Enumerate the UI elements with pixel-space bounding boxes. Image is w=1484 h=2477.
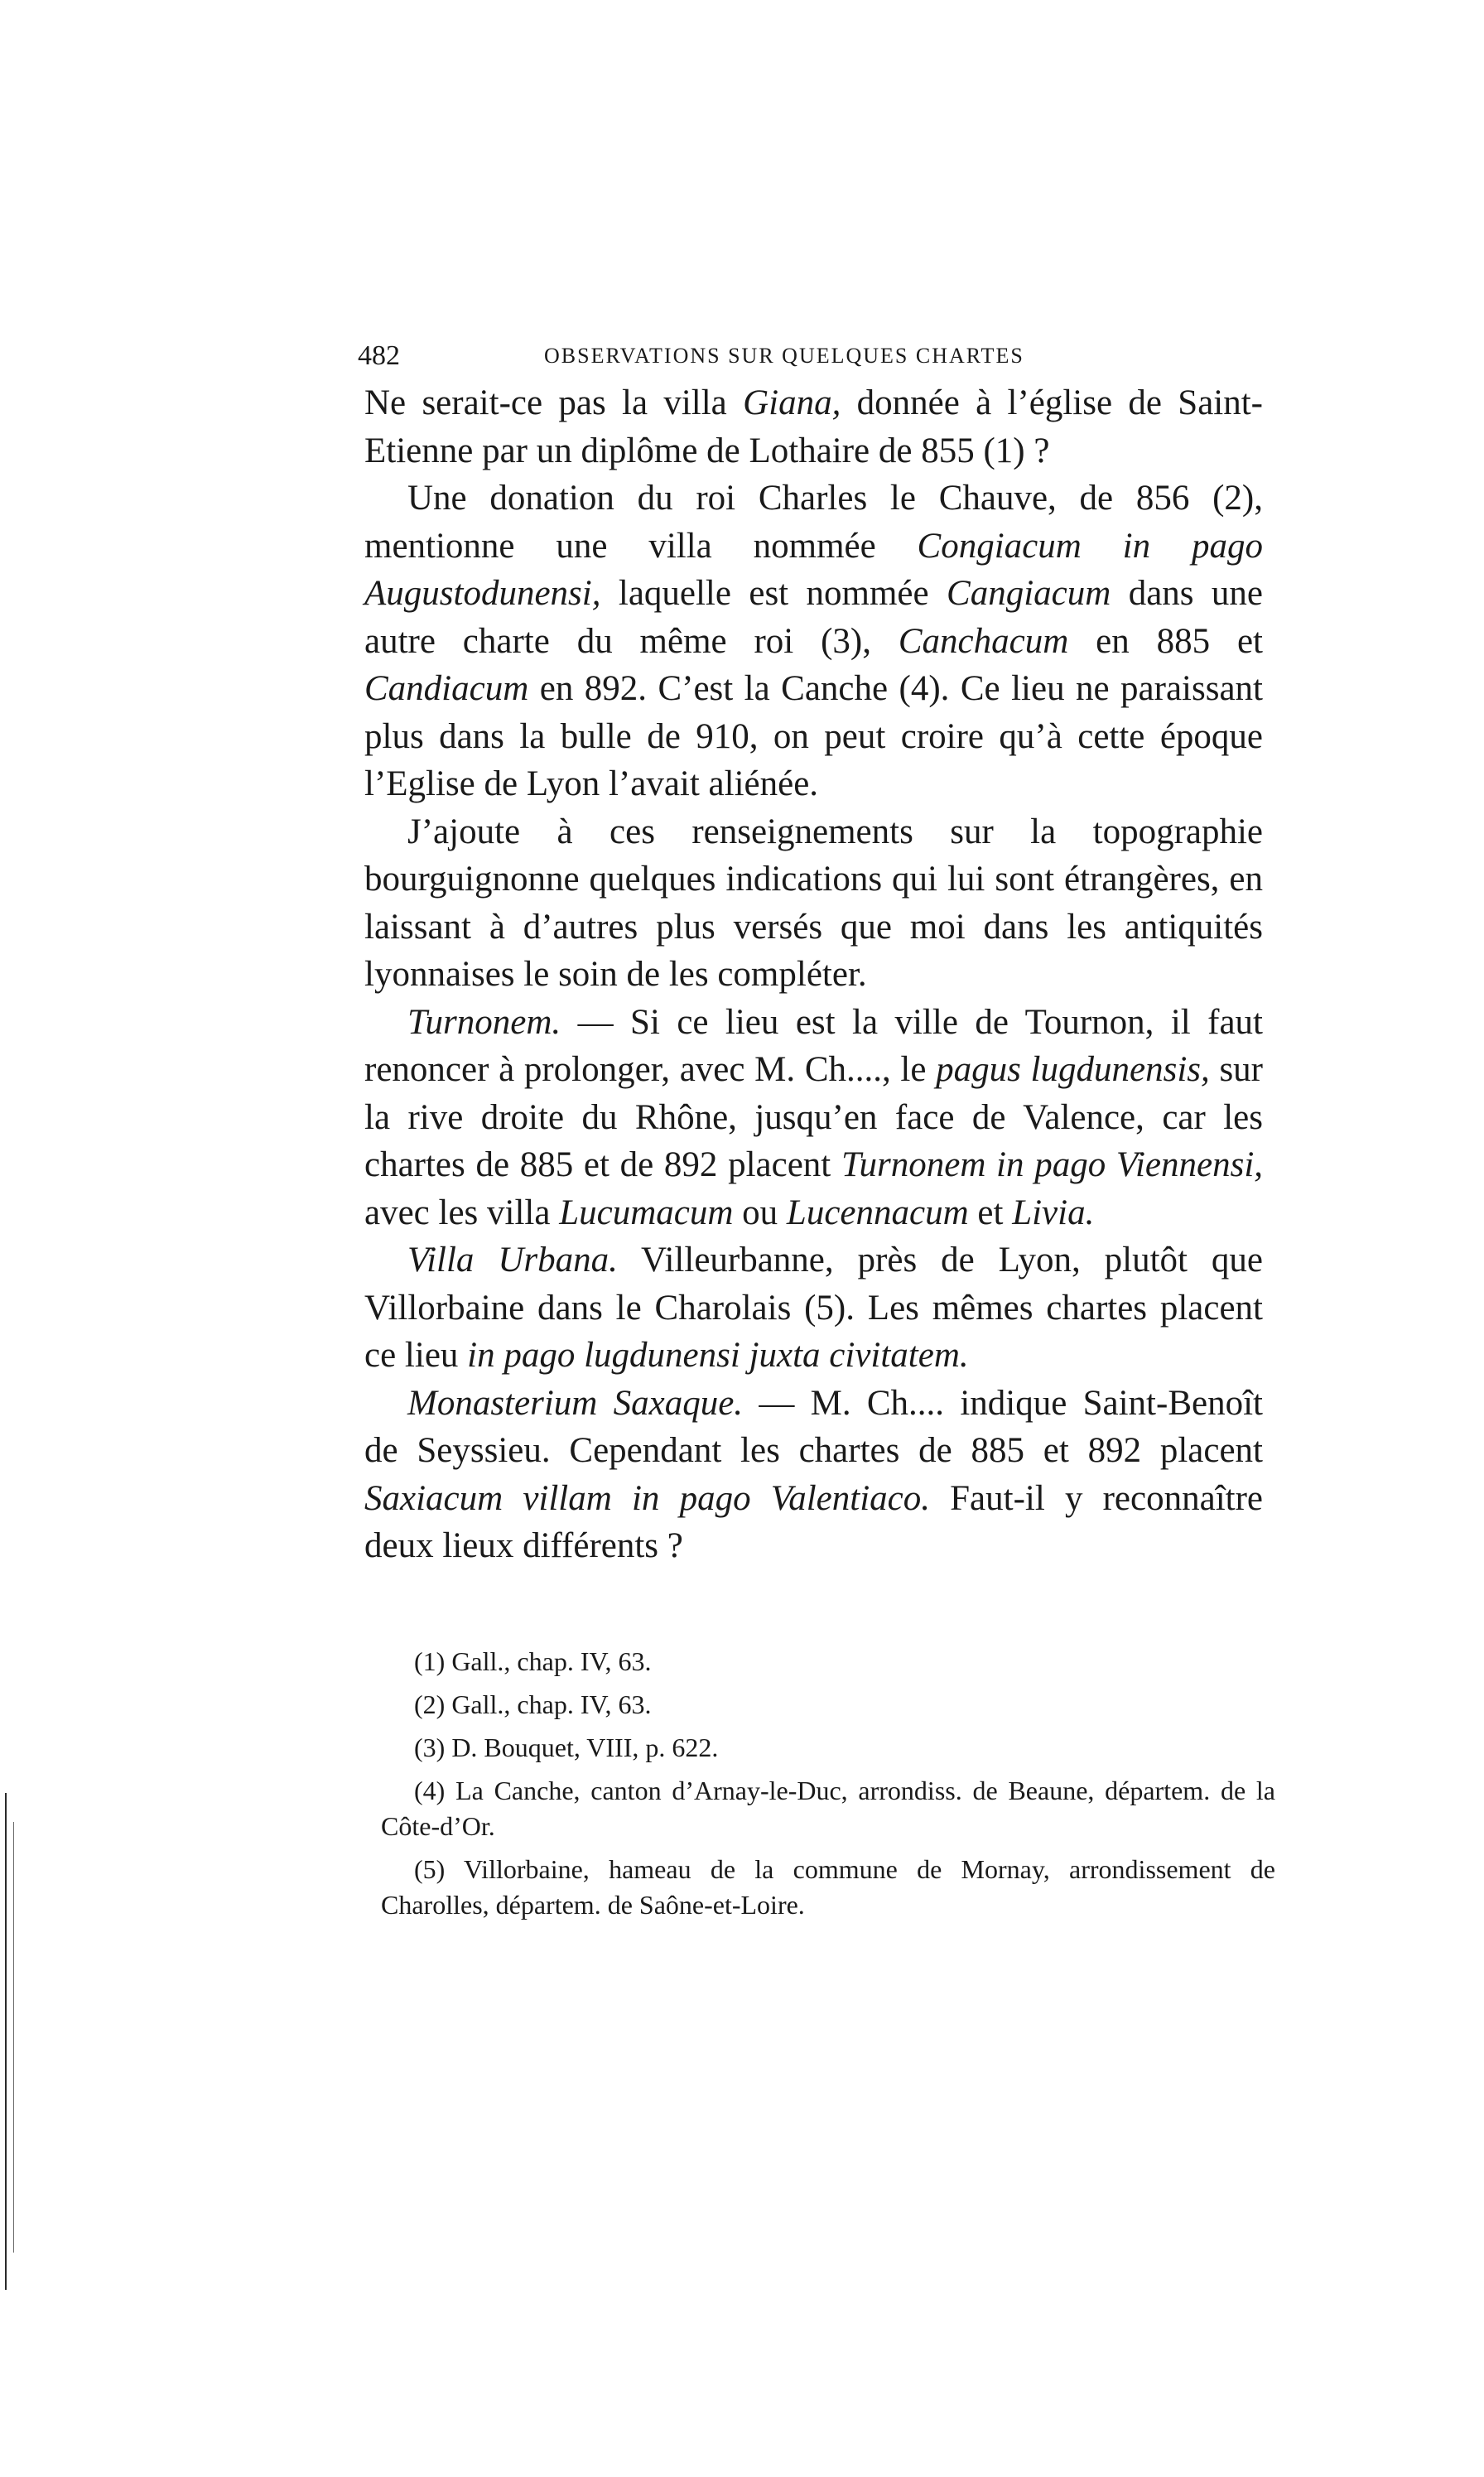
paragraph-1: Ne serait-ce pas la villa Giana, donnée à l’église de Saint-Etienne par un diplôme de Lothaire de 855 (1) ? (364, 383, 1263, 470)
running-head (358, 335, 1256, 377)
paragraph-5: Villa Urbana. Villeurbanne, près de Lyon, plutôt que Villorbaine dans le Charolais (5). Les mêmes chartes placent ce lieu in pago lugdunensi juxta civitatem. (364, 1241, 1264, 1375)
footnotes (381, 1644, 1275, 1930)
paragraph-3: J’ajoute à ces renseignements sur la topographie bourguignonne quelques indications qui lui sont étrangères, en laissant à d’autres plus versés que moi dans les antiquités lyonnaises le soin de les compléter. (364, 812, 1263, 994)
footnote-3: (3) D. Bouquet, VIII, p. 622. (414, 1732, 719, 1762)
binding-edge-mark-secondary (13, 1822, 14, 2253)
paragraph-6: Monasterium Saxaque. — M. Ch.... indique Saint-Benoît de Seyssieu. Cependant les chartes de 885 et 892 placent Saxiacum villam in pago Valentiaco. Faut-il y reconnaître deux lieux différents ? (364, 1383, 1263, 1565)
page-number: 482 (358, 340, 400, 371)
footnote-5: (5) Villorbaine, hameau de la commune de Mornay, arrondissement de Charolles, départem. de Saône-et-Loire. (381, 1854, 1275, 1920)
footnote-2: (2) Gall., chap. IV, 63. (414, 1689, 652, 1719)
paragraph-2: Une donation du roi Charles le Chauve, de 856 (2), mentionne une villa nommée Congiacum in pago Augustodunensi, laquelle est nommée Cangiacum dans une autre charte du même roi (3), Canchacum en 885 et Candiacum en 892. C’est la Canche (4). Ce lieu ne paraissant plus dans la bulle de 910, on peut croire qu’à cette époque l’Eglise de Lyon l’avait aliénée. (364, 479, 1264, 803)
running-title: OBSERVATIONS SUR QUELQUES CHARTES (544, 344, 1024, 368)
binding-edge-mark (5, 1793, 7, 2290)
body-text (364, 379, 1263, 1570)
footnote-4: (4) La Canche, canton d’Arnay-le-Duc, arrondiss. de Beaune, départem. de la Côte-d’Or. (381, 1776, 1275, 1841)
footnote-1: (1) Gall., chap. IV, 63. (414, 1646, 652, 1676)
paragraph-4: Turnonem. — Si ce lieu est la ville de Tournon, il faut renoncer à prolonger, avec M. Ch...., le pagus lugdunensis, sur la rive droite du Rhône, jusqu’en face de Valence, car les chartes de 885 et de 892 placent Turnonem in pago Viennensi, avec les villa Lucumacum ou Lucennacum et Livia. (364, 1002, 1264, 1232)
